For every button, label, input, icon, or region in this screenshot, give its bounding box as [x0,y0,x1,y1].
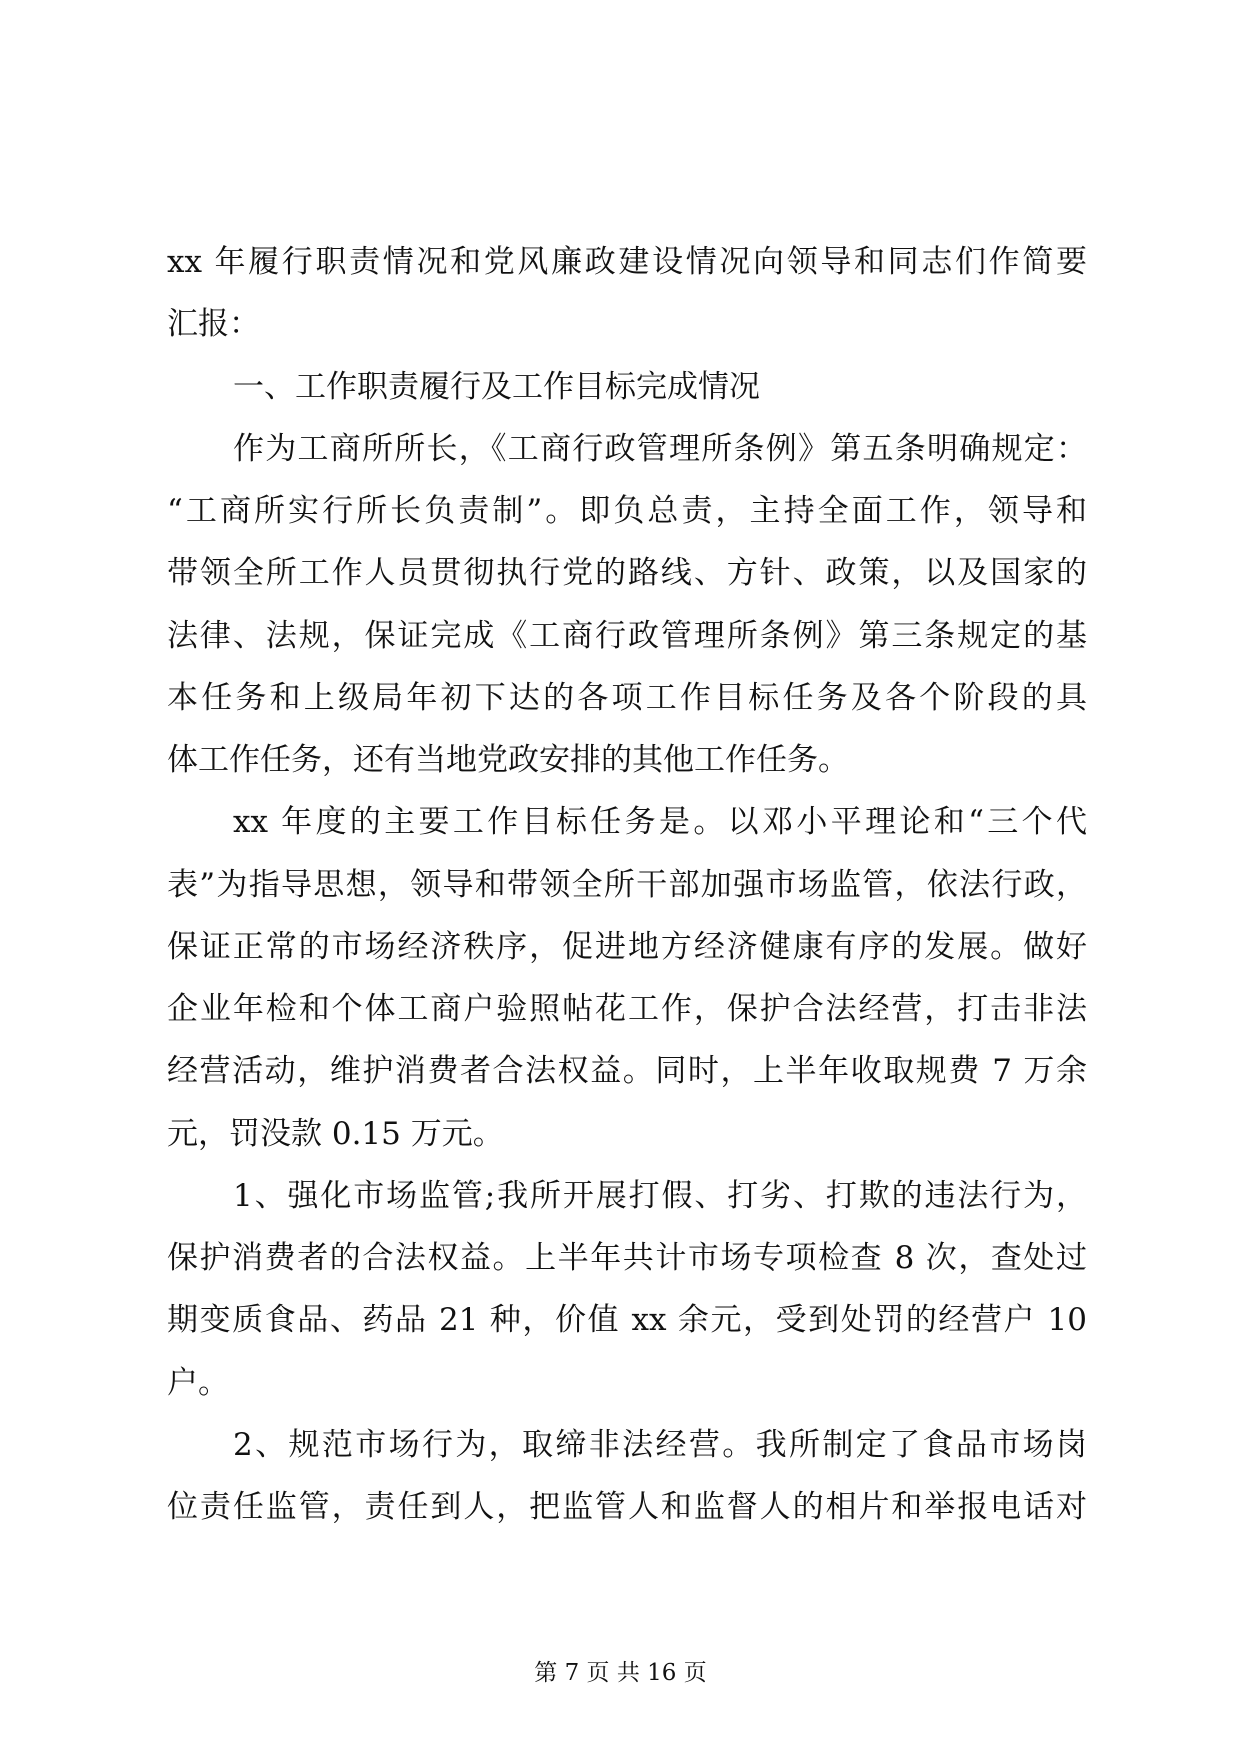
text-line: 体工作任务，还有当地党政安排的其他工作任务。 [167,742,849,778]
text-line: 作为工商所所长，《工商行政管理所条例》第五条明确规定： [233,430,1087,467]
text-line: 元，罚没款 0.15 万元。 [167,1115,504,1152]
text-line: 一、工作职责履行及工作目标完成情况 [233,368,760,405]
text-line: xx 年履行职责情况和党风廉政建设情况向领导和同志们作简要 [167,244,1087,280]
text-line: 汇报： [167,306,260,343]
text-line: 1、强化市场监管;我所开展打假、打劣、打欺的违法行为， [233,1177,1087,1214]
text-line: 位责任监管，责任到人，把监管人和监督人的相片和举报电话对 [167,1489,1087,1525]
text-line: 法律、法规，保证完成《工商行政管理所条例》第三条规定的基 [167,617,1087,654]
text-line: 期变质食品、药品 21 种，价值 xx 余元，受到处罚的经营户 10 [167,1302,1087,1339]
text-line: 2、规范市场行为，取缔非法经营。我所制定了食品市场岗 [233,1426,1087,1463]
text-line: 企业年检和个体工商户验照帖花工作，保护合法经营，打击非法 [167,991,1087,1027]
page-footer: 第 7 页 共 16 页 [534,1660,707,1686]
text-line: 保证正常的市场经济秩序，促进地方经济健康有序的发展。做好 [167,928,1087,965]
text-line: 表”为指导思想，领导和带领全所干部加强市场监管，依法行政， [167,866,1087,903]
text-line: 户。 [167,1364,229,1401]
text-line: 经营活动，维护消费者合法权益。同时，上半年收取规费 7 万余 [167,1053,1087,1090]
text-line: 本任务和上级局年初下达的各项工作目标任务及各个阶段的具 [167,679,1087,716]
text-line: 带领全所工作人员贯彻执行党的路线、方针、政策，以及国家的 [167,555,1087,592]
text-line: xx 年度的主要工作目标任务是。以邓小平理论和“三个代 [233,804,1087,841]
text-line: 保护消费者的合法权益。上半年共计市场专项检查 8 次，查处过 [167,1240,1087,1276]
text-line: “工商所实行所长负责制”。即负总责，主持全面工作，领导和 [167,493,1087,529]
